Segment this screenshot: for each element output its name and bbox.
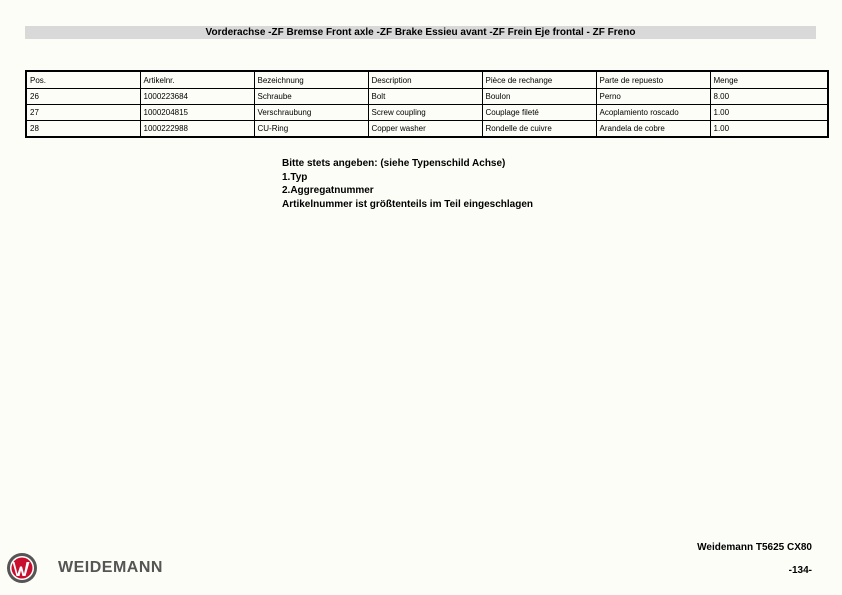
table-cell: Rondelle de cuivre [482, 121, 596, 138]
table-cell: 1000223684 [140, 89, 254, 105]
column-header: Description [368, 71, 482, 89]
note-line: Bitte stets angeben: (siehe Typenschild Achse) [282, 158, 506, 169]
table-row [26, 89, 828, 105]
table-cell: 1000204815 [140, 105, 254, 121]
table-cell: Boulon [482, 89, 596, 105]
table-cell: 1000222988 [140, 121, 254, 138]
note-line: 1.Typ [282, 171, 308, 183]
brand-name: WEIDEMANN [58, 559, 163, 576]
brand-logo [6, 551, 163, 585]
table-cell: 8.00 [710, 89, 828, 105]
table-cell: 1.00 [710, 121, 828, 138]
table-cell: CU-Ring [254, 121, 368, 138]
weidemann-logo-icon [6, 552, 38, 584]
table-header-row [26, 71, 828, 89]
column-header: Pos. [26, 71, 140, 89]
table-cell: 28 [26, 121, 140, 138]
model-name: Weidemann T5625 CX80 [697, 542, 812, 553]
column-header: Menge [710, 71, 828, 89]
table-cell: Couplage fileté [482, 105, 596, 121]
ordering-note [282, 157, 533, 211]
table-cell: 26 [26, 89, 140, 105]
table-cell: 1.00 [710, 105, 828, 121]
column-header: Bezeichnung [254, 71, 368, 89]
page-title: Vorderachse -ZF Bremse Front axle -ZF Brake Essieu avant -ZF Frein Eje frontal - ZF Freno [25, 26, 816, 39]
column-header: Artikelnr. [140, 71, 254, 89]
table-cell: Verschraubung [254, 105, 368, 121]
table-cell: Arandela de cobre [596, 121, 710, 138]
table-row [26, 121, 828, 138]
page-number: -134- [788, 565, 812, 576]
table-cell: Acoplamiento roscado [596, 105, 710, 121]
table-cell: Schraube [254, 89, 368, 105]
table-cell: Copper washer [368, 121, 482, 138]
note-line: 2.Aggregatnummer [282, 185, 374, 196]
table-row [26, 105, 828, 121]
table-cell: Screw coupling [368, 105, 482, 121]
parts-table [25, 70, 829, 138]
table-cell: Bolt [368, 89, 482, 105]
table-cell: 27 [26, 105, 140, 121]
column-header: Pièce de rechange [482, 71, 596, 89]
table-cell: Perno [596, 89, 710, 105]
column-header: Parte de repuesto [596, 71, 710, 89]
note-line: Artikelnummer ist größtenteils im Teil eingeschlagen [282, 198, 533, 210]
